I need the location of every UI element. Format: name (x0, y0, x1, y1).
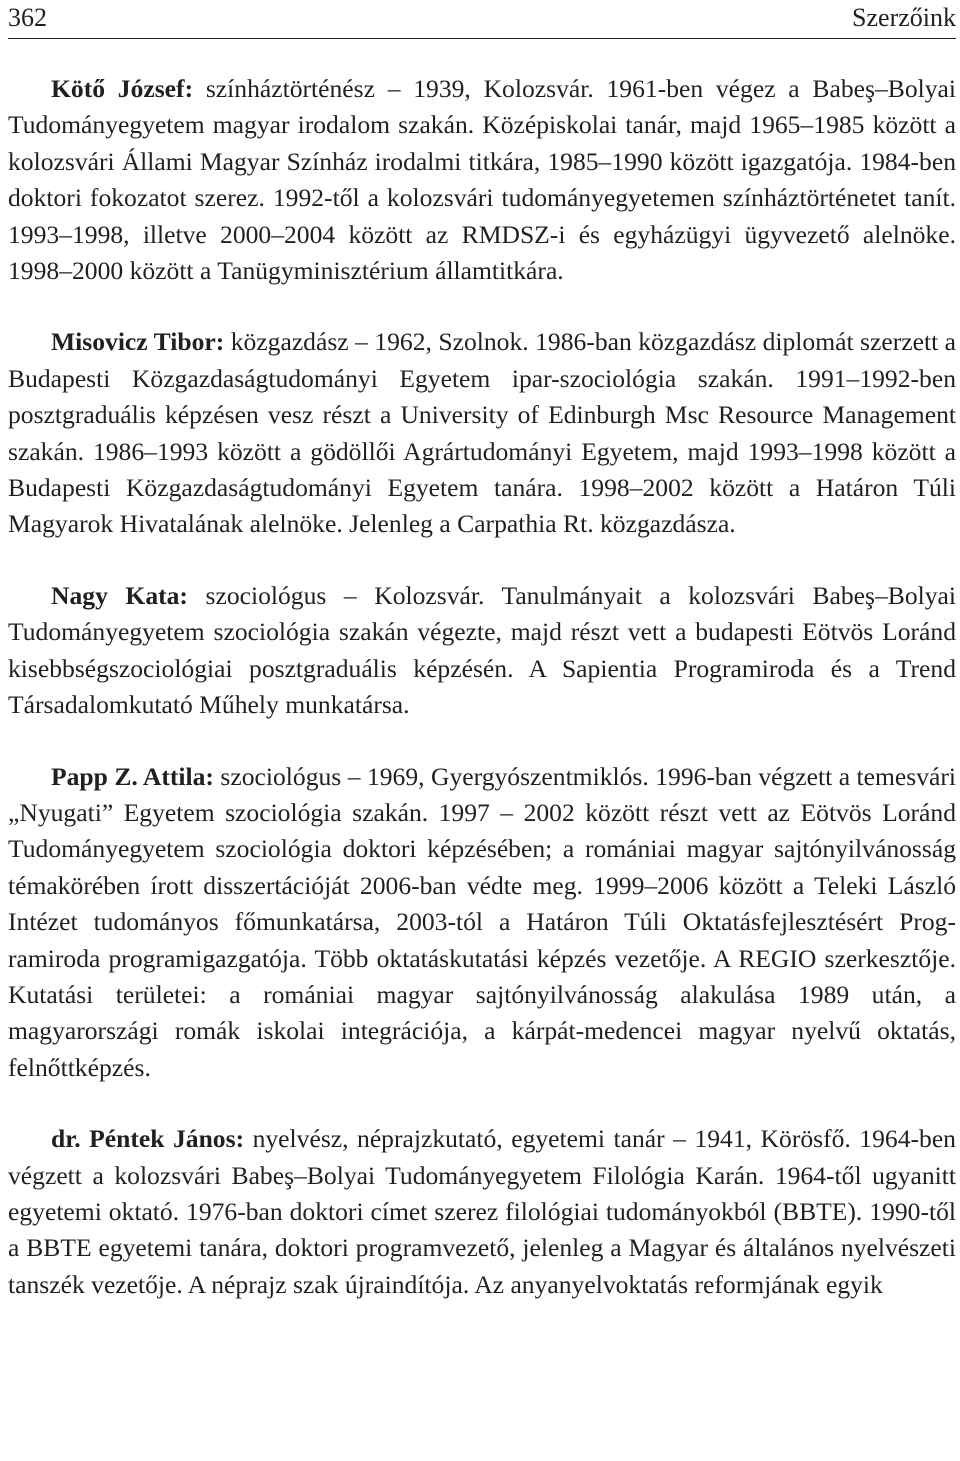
author-bio: szociológus – Kolozsvár. Tanulmányait a kolozsvári Babeş–Bolyai Tudományegyetem szociológia szakán végezte, majd részt vett a budapesti Eötvös Loránd kisebbségszociológiai posztgraduális képzésén. A Sapientia Programiroda és a Trend Társadalomkutató Műhely munkatársa. (8, 580, 956, 720)
author-name: Nagy Kata: (51, 580, 188, 610)
author-entries (8, 71, 956, 1338)
running-head: Szerzőink (852, 3, 956, 32)
author-entry-pentek-janos (8, 1121, 956, 1303)
author-entry-nagy-kata (8, 578, 956, 724)
author-name: Kötő József: (51, 74, 194, 103)
book-page (8, 0, 956, 1461)
author-bio: nyelvész, néprajzkutató, egyetemi tanár – 1941, Körösfő. 1964-ben végzett a kolozsvári Babeş–Bolyai Tudományegyetem Filológia Karán. 1964-től ugyanitt egyetemi oktató. 1976-ban doktori címet szerez filológiai tudományokból (BBTE). 1990-től a BBTE egyetemi tanára, doktori programvezető, jelenleg a Magyar és általános nyelvészeti tanszék vezetője. A néprajz szak újraindítója. Az anyanyelvoktatás reformjának egyik (8, 1124, 956, 1299)
author-entry-misovicz-tibor (8, 324, 956, 542)
author-bio: közgazdász – 1962, Szolnok. 1986-ban közgazdász diplomát szerzett a Budapesti Közgazdaságtudományi Egyetem ipar-szociológia szakán. 1991–1992-ben posztgraduális képzésen vesz részt a University of Edinburgh Msc Resource Management szakán. 1986–1993 között a gödöllői Agrártudományi Egyetem, majd 1993–1998 között a Budapesti Közgazdaságtudományi Egyetem tanára. 1998–2002 között a Határon Túli Magyarok Hivatalának alelnöke. Jelenleg a Carpathia Rt. közgazdásza. (8, 327, 956, 539)
page-number: 362 (8, 3, 47, 32)
page-header (8, 0, 956, 39)
author-entry-papp-z-attila (8, 759, 956, 1087)
author-name: Papp Z. Attila: (51, 761, 214, 791)
author-name: dr. Péntek János: (51, 1124, 245, 1154)
author-entry-koto-jozsef (8, 71, 956, 289)
author-name: Misovicz Tibor: (51, 327, 225, 357)
author-bio: színháztörténész – 1939, Kolozsvár. 1961-ben végez a Babeş–Bolyai Tudományegyetem magyar irodalom szakán. Középiskolai tanár, majd 1965–1985 között a kolozsvári Állami Magyar Színház irodalmi titkára, 1985–1990 között igazgatója. 1984-ben doktori fokozatot szerez. 1992-től a kolozsvári tudományegyetemen színháztörténetet tanít. 1993–1998, illetve 2000–2004 között az RMDSZ-i és egyházügyi ügyvezető alelnöke. 1998–2000 között a Tanügyminisztérium államtitkára. (8, 74, 956, 286)
author-bio: szociológus – 1969, Gyergyószentmiklós. 1996-ban végzett a temesvári „Nyugati” Egyetem szociológia szakán. 1997 – 2002 között részt vett az Eötvös Loránd Tudományegyetem szociológia doktori képzésében; a romániai magyar sajtónyilvánosság témakörében írott disszertációját 2006-ban védte meg. 1999–2006 között a Teleki László Intézet tudományos főmunkatársa, 2003-tól a Határon Túli Oktatásfejlesztésért Programiroda programigazgatója. Több oktatáskutatási képzés vezetője. A REGIO szerkesztője. Kutatási területei: a romániai magyar sajtónyilvánosság alakulása 1989 után, a magyarországi romák iskolai integrációja, a kárpát-medencei magyar nyelvű oktatás, felnőttképzés. (8, 761, 956, 1082)
